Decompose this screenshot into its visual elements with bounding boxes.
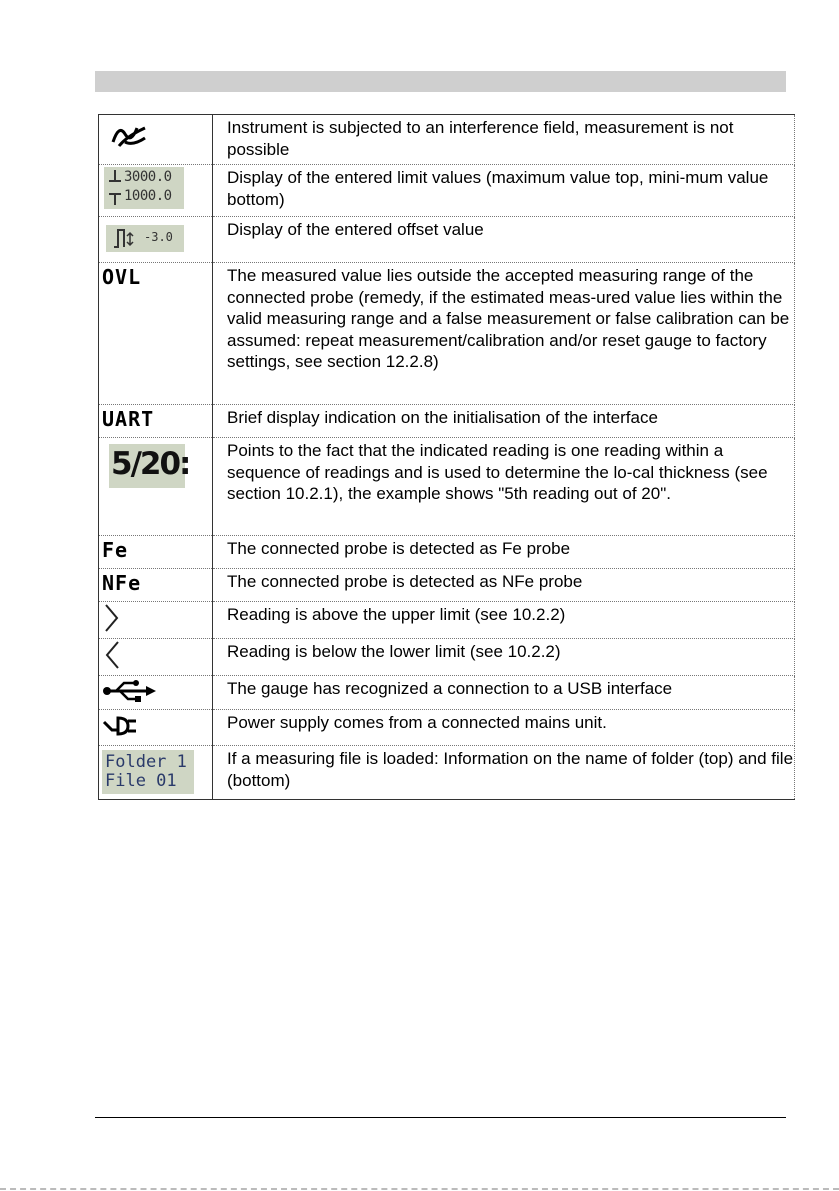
icon-cell [99, 746, 213, 800]
description-cell: The connected probe is detected as Fe probe [213, 536, 795, 569]
icon-cell [99, 602, 213, 639]
table-row [99, 746, 795, 800]
offset-icon [106, 225, 184, 252]
ovl-indicator: OVL [102, 265, 142, 289]
description-cell: Display of the entered limit values (maximum value top, mini-mum value bottom) [213, 165, 795, 217]
icon-cell [99, 438, 213, 536]
table-row [99, 569, 795, 602]
description-cell: Brief display indication on the initialisation of the interface [213, 405, 795, 438]
folder-name: Folder 1 [105, 752, 187, 772]
limit-values-icon [104, 167, 184, 209]
nfe-indicator: NFe [102, 571, 142, 595]
icon-cell [99, 639, 213, 676]
description-cell: Instrument is subjected to an interference field, measurement is not possible [213, 115, 795, 165]
description-cell: The measured value lies outside the accepted measuring range of the connected probe (remedy, if the estimated meas-ured value lies within the valid measuring range and a false measurement or false calibration can be assumed: repeat measurement/calibration and/or reset gauge to factory settings, see section 12.2.8) [213, 263, 795, 405]
icon-cell [99, 676, 213, 710]
folder-file-icon [102, 750, 194, 794]
table-row [99, 165, 795, 217]
table-row [99, 676, 795, 710]
table-row [99, 405, 795, 438]
limit-min-value: 1000.0 [124, 188, 172, 204]
icon-cell [99, 536, 213, 569]
usb-icon [102, 678, 158, 704]
table-row [99, 710, 795, 746]
icon-cell [99, 115, 213, 165]
footer-rule [95, 1117, 786, 1118]
description-cell: Display of the entered offset value [213, 217, 795, 263]
mains-plug-icon [102, 712, 142, 740]
description-cell: The connected probe is detected as NFe probe [213, 569, 795, 602]
offset-value: -3.0 [144, 230, 173, 244]
fe-indicator: Fe [102, 538, 129, 562]
sequence-reading-icon [109, 444, 190, 488]
description-cell: The gauge has recognized a connection to a USB interface [213, 676, 795, 710]
description-cell: If a measuring file is loaded: Information on the name of folder (top) and file (bottom) [213, 746, 795, 800]
icon-cell [99, 217, 213, 263]
description-cell: Points to the fact that the indicated reading is one reading within a sequence of readings and is used to determine the lo-cal thickness (see section 10.2.1), the example shows "5th reading out of 20". [213, 438, 795, 536]
table-row [99, 438, 795, 536]
limit-max-value: 3000.0 [124, 169, 172, 185]
page-header-bar [95, 71, 786, 92]
above-limit-icon [102, 603, 122, 633]
uart-indicator: UART [102, 407, 155, 431]
icon-cell [99, 263, 213, 405]
icon-cell [99, 710, 213, 746]
table-row [99, 217, 795, 263]
symbol-table [98, 114, 795, 800]
sequence-value: 5/20: [111, 446, 190, 482]
below-limit-icon [102, 640, 122, 670]
description-cell: Reading is above the upper limit (see 10.2.2) [213, 602, 795, 639]
icon-cell [99, 165, 213, 217]
table-row [99, 536, 795, 569]
interference-icon [109, 120, 149, 150]
table-row [99, 602, 795, 639]
description-cell: Power supply comes from a connected mains unit. [213, 710, 795, 746]
icon-cell [99, 405, 213, 438]
description-cell: Reading is below the lower limit (see 10.2.2) [213, 639, 795, 676]
icon-cell [99, 569, 213, 602]
file-name: File 01 [105, 771, 177, 791]
table-row [99, 263, 795, 405]
table-row [99, 639, 795, 676]
table-row [99, 115, 795, 165]
